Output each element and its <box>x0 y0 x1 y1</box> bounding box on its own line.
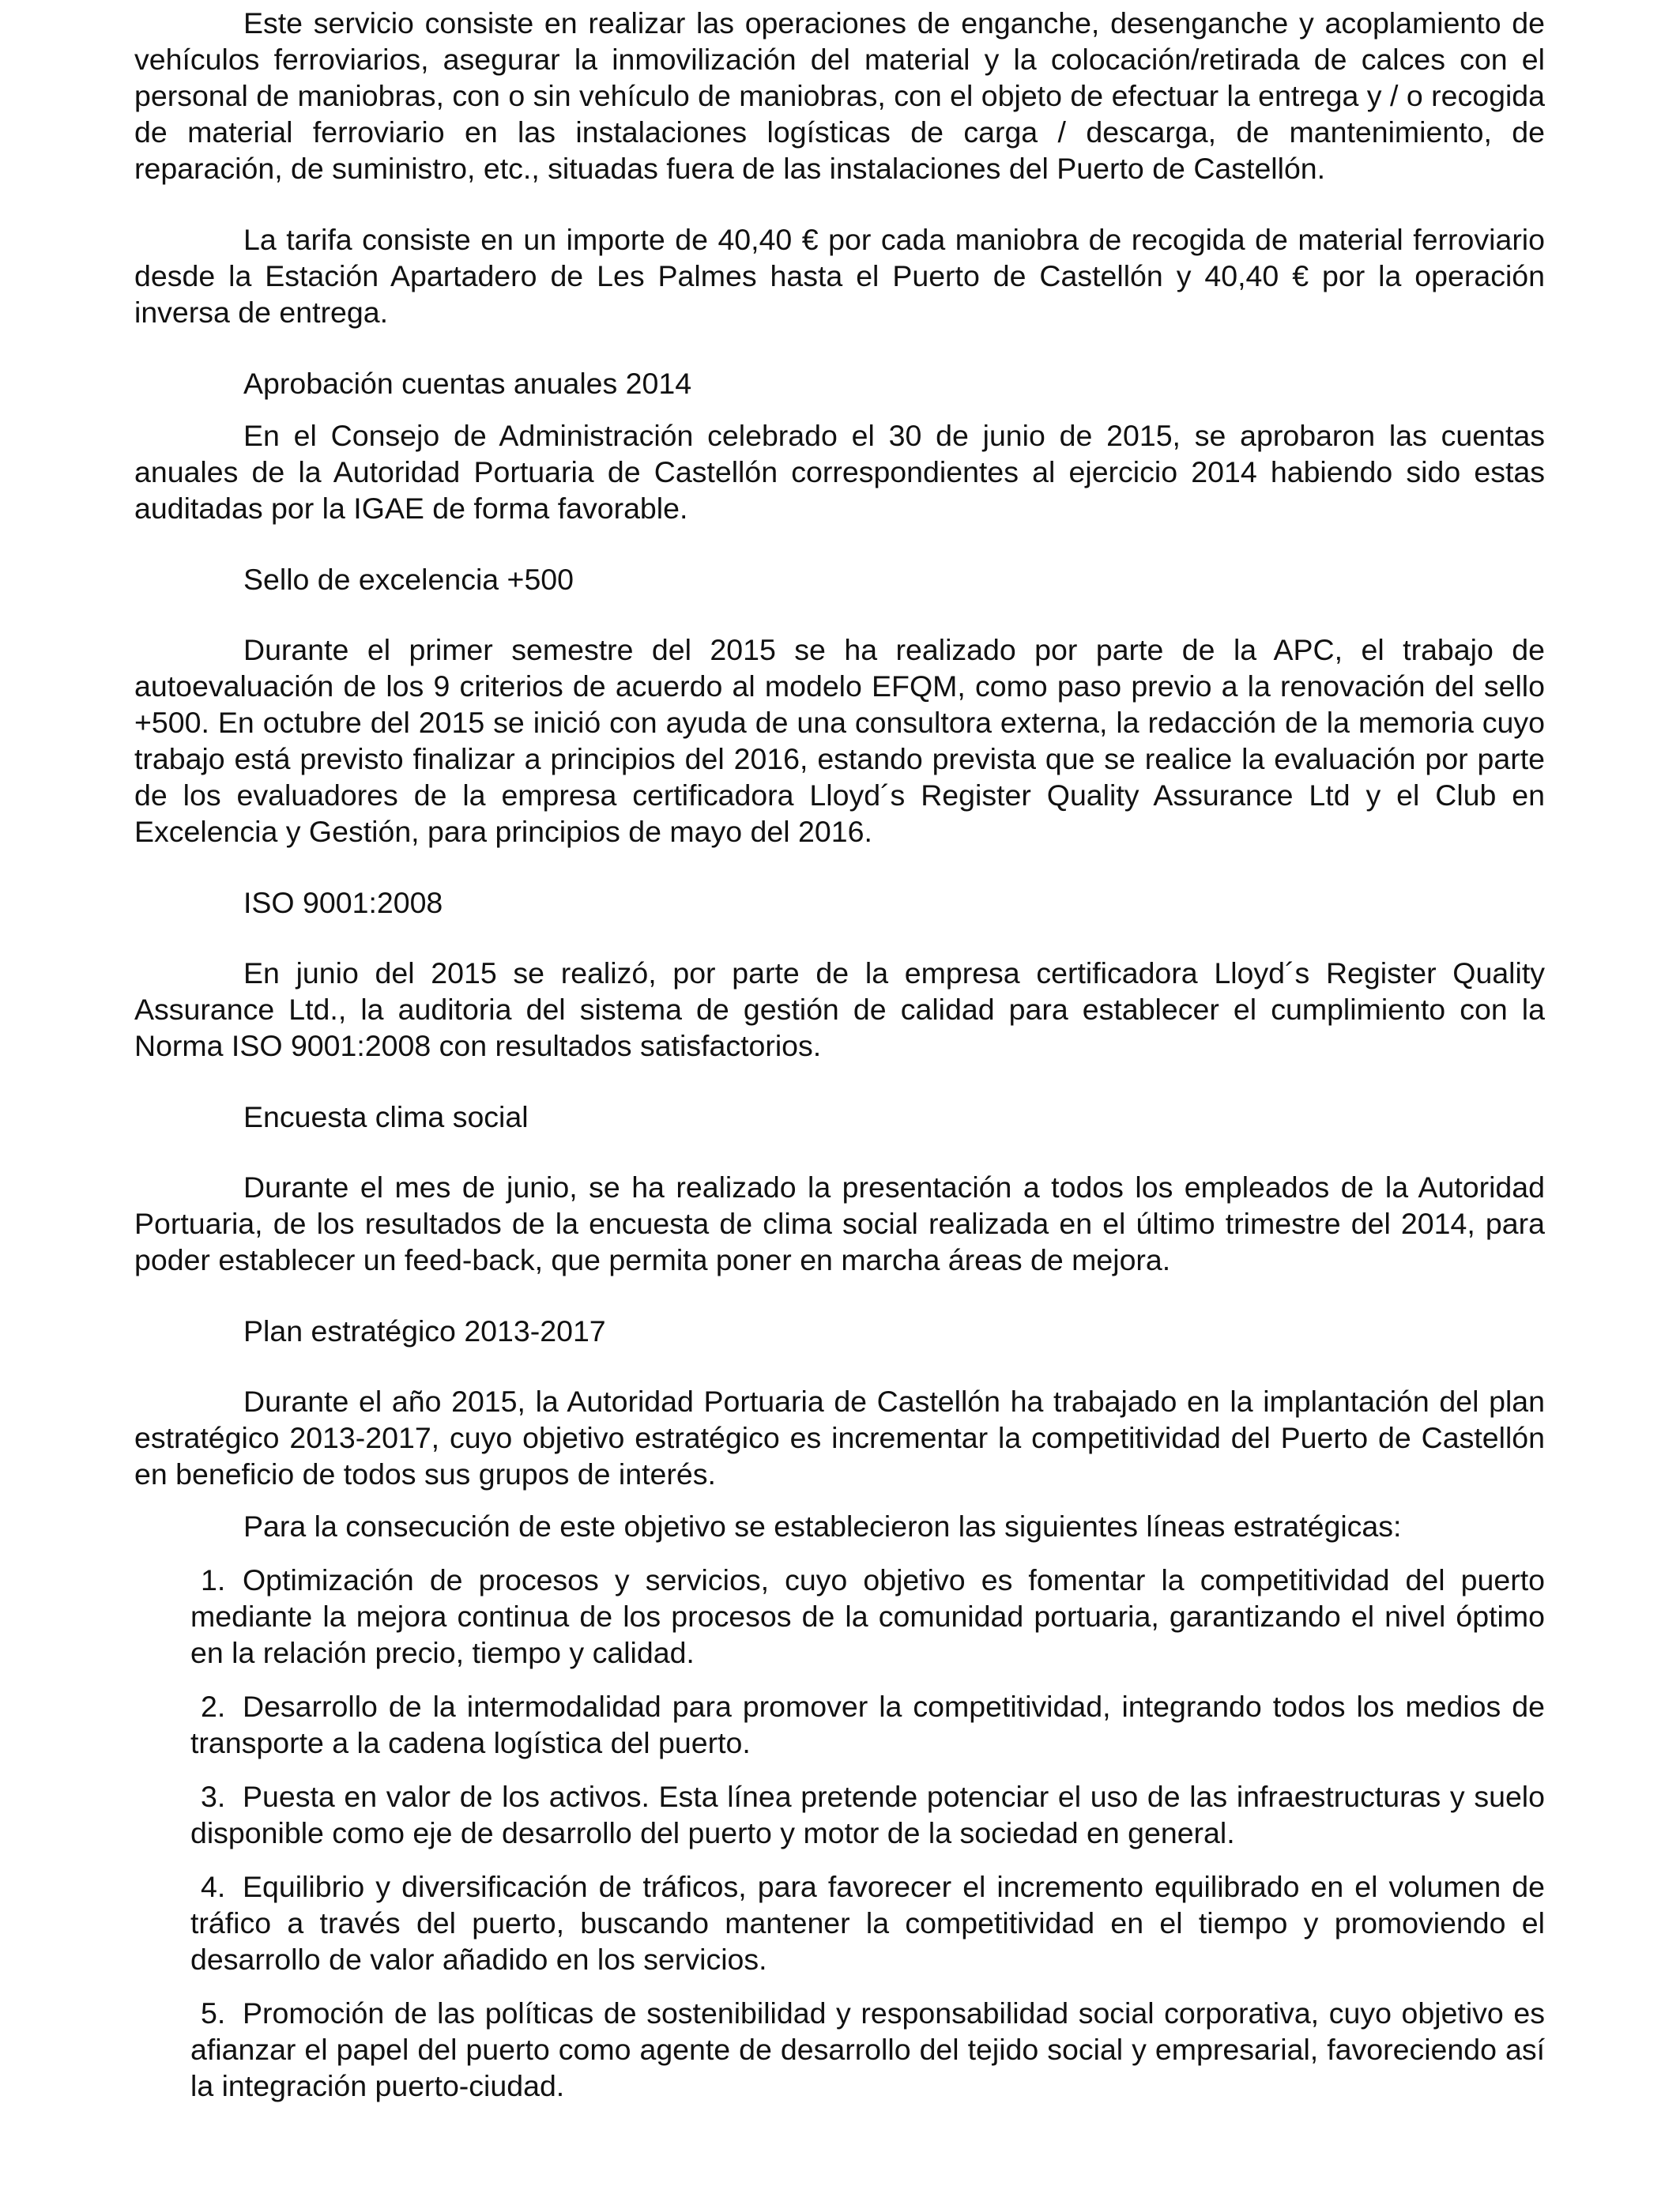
section-body-sello: Durante el primer semestre del 2015 se ha realizado por parte de la APC, el trabajo de autoevaluación de los 9 criterios de acuerdo al modelo EFQM, como paso previo a la renovación del sello +500. En octubre del 2015 se inició con ayuda de una consultora externa, la redacción de la memoria cuyo trabajo está previsto finalizar a principios del 2016, estando prevista que se realice la evaluación por parte de los evaluadores de la empresa certificadora Lloyd´s Register Quality Assurance Ltd y el Club en Excelencia y Gestión, para principios de mayo del 2016. <box>134 633 1545 848</box>
list-item-text: Optimización de procesos y servicios, cuyo objetivo es fomentar la competitividad del puerto mediante la mejora continua de los procesos de la comunidad portuaria, garantizando el nivel óptimo en la relación precio, tiempo y calidad. <box>190 1563 1545 1669</box>
list-item-number: 3. <box>201 1780 226 1813</box>
list-item <box>134 1995 1545 2104</box>
section-body-cuentas: En el Consejo de Administración celebrado el 30 de junio de 2015, se aprobaron las cuentas anuales de la Autoridad Portuaria de Castellón correspondientes al ejercicio 2014 habiendo sido estas auditadas por la IGAE de forma favorable. <box>134 419 1545 525</box>
list-item-number: 1. <box>201 1563 226 1596</box>
list-item-text: Desarrollo de la intermodalidad para promover la competitividad, integrando todos los medios de transporte a la cadena logística del puerto. <box>190 1690 1545 1759</box>
list-item <box>134 1562 1545 1671</box>
plan-lead-paragraph: Para la consecución de este objetivo se establecieron las siguientes líneas estratégicas: <box>243 1510 1402 1543</box>
intro-paragraph-tariff: La tarifa consiste en un importe de 40,40 € por cada maniobra de recogida de material ferroviario desde la Estación Apartadero de Les Palmes hasta el Puerto de Castellón y 40,40 € por la operación inversa de entrega. <box>134 223 1545 329</box>
section-heading-iso: ISO 9001:2008 <box>243 886 443 919</box>
section-heading-cuentas: Aprobación cuentas anuales 2014 <box>243 367 692 400</box>
section-body-iso: En junio del 2015 se realizó, por parte de la empresa certificadora Lloyd´s Register Quality Assurance Ltd., la auditoria del sistema de gestión de calidad para establecer el cumplimiento con la Norma ISO 9001:2008 con resultados satisfactorios. <box>134 956 1545 1062</box>
list-item-text: Promoción de las políticas de sostenibilidad y responsabilidad social corporativa, cuyo objetivo es afianzar el papel del puerto como agente de desarrollo del tejido social y empresarial, favoreciendo así la integración puerto-ciudad. <box>190 1996 1545 2102</box>
section-heading-plan: Plan estratégico 2013-2017 <box>243 1314 606 1348</box>
intro-paragraph-service: Este servicio consiste en realizar las operaciones de enganche, desenganche y acoplamiento de vehículos ferroviarios, asegurar la inmovilización del material y la colocación/retirada de calces con el personal de maniobras, con o sin vehículo de maniobras, con el objeto de efectuar la entrega y / o recogida de material ferroviario en las instalaciones logísticas de carga / descarga, de mantenimiento, de reparación, de suministro, etc., situadas fuera de las instalaciones del Puerto de Castellón. <box>134 6 1545 185</box>
list-item-number: 4. <box>201 1870 226 1903</box>
section-heading-sello: Sello de excelencia +500 <box>243 563 574 596</box>
section-heading-clima: Encuesta clima social <box>243 1100 529 1133</box>
section-body-clima: Durante el mes de junio, se ha realizado la presentación a todos los empleados de la Autoridad Portuaria, de los resultados de la encuesta de clima social realizada en el último trimestre del 2014, para poder establecer un feed-back, que permita poner en marcha áreas de mejora. <box>134 1171 1545 1276</box>
list-item <box>134 1688 1545 1761</box>
list-item-text: Puesta en valor de los activos. Esta línea pretende potenciar el uso de las infraestructuras y suelo disponible como eje de desarrollo del puerto y motor de la sociedad en general. <box>190 1780 1545 1849</box>
list-item-number: 5. <box>201 1996 226 2030</box>
section-body-plan: Durante el año 2015, la Autoridad Portuaria de Castellón ha trabajado en la implantación del plan estratégico 2013-2017, cuyo objetivo estratégico es incrementar la competitividad del Puerto de Castellón en beneficio de todos sus grupos de interés. <box>134 1385 1545 1491</box>
list-item <box>134 1868 1545 1977</box>
document-page <box>134 5 1545 2104</box>
list-item-text: Equilibrio y diversificación de tráficos, para favorecer el incremento equilibrado en el volumen de tráfico a través del puerto, buscando mantener la competitividad en el tiempo y promoviendo el desarrollo de valor añadido en los servicios. <box>190 1870 1545 1976</box>
strategic-lines-list <box>134 1562 1545 2104</box>
list-item-number: 2. <box>201 1690 226 1723</box>
list-item <box>134 1778 1545 1851</box>
